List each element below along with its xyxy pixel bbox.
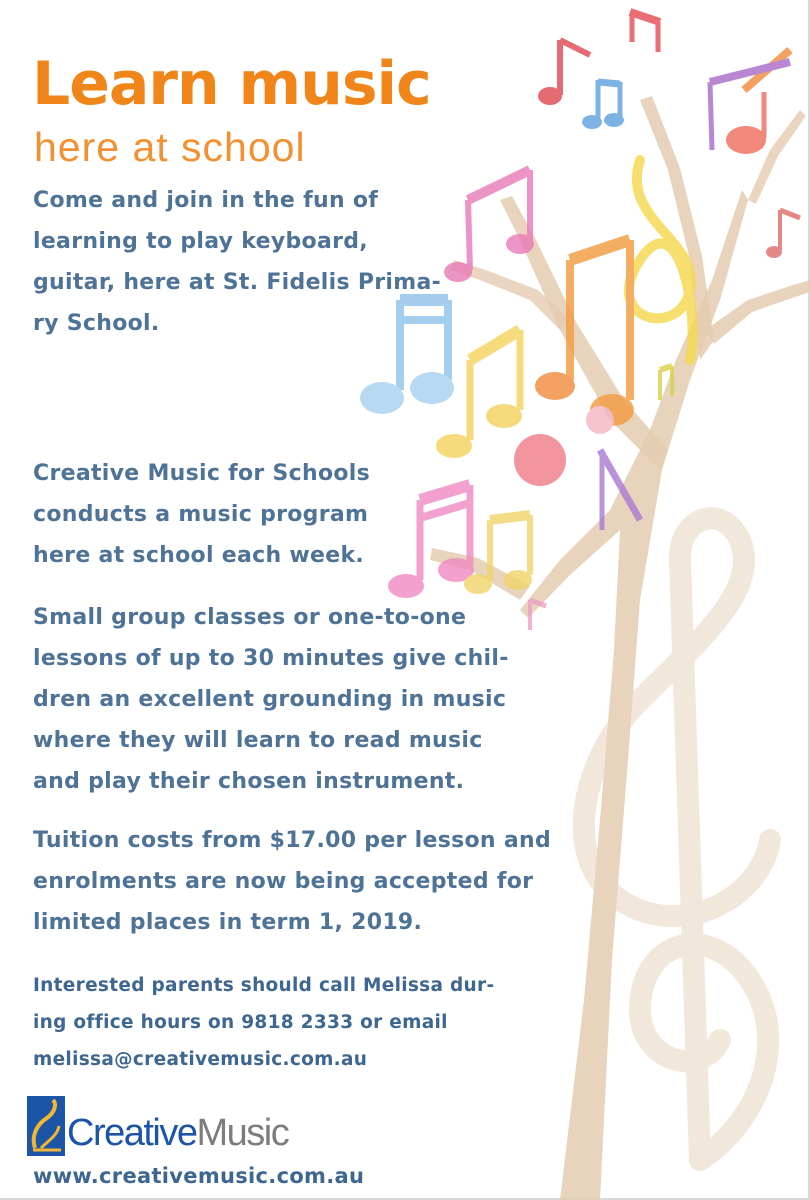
contact-email-link[interactable]: melissa@creativemusic.com.au	[33, 1049, 368, 1070]
text-line: enrolments are now being accepted for	[33, 869, 534, 894]
note-blue-top	[582, 80, 624, 129]
logo-word-music: Music	[196, 1112, 289, 1154]
tree-branch-thin	[748, 110, 806, 204]
note-red-beamed	[630, 12, 660, 52]
text-line: dren an excellent grounding in music	[33, 687, 507, 712]
flyer-title: Learn music	[32, 49, 431, 119]
note-pink-circle	[514, 406, 614, 486]
website-link[interactable]: www.creativemusic.com.au	[33, 1164, 365, 1188]
note-red-top	[538, 40, 590, 105]
text-line: Interested parents should call Melissa dur-	[33, 975, 495, 996]
text-line: here at school each week.	[33, 543, 365, 568]
text-line: Come and join in the fun of	[33, 188, 379, 213]
text-line: limited places in term 1, 2019.	[33, 910, 423, 935]
note-orange-big	[535, 240, 634, 426]
note-small-right	[766, 210, 800, 258]
contact-paragraph	[33, 967, 494, 1078]
text-line: guitar, here at St. Fidelis Prima-	[33, 270, 442, 295]
logo-word-creative: Creative	[67, 1112, 197, 1154]
text-line: ing office hours on 9818 2333 or email	[33, 1012, 448, 1033]
text-line: where they will learn to read music	[33, 728, 483, 753]
creative-music-logo	[27, 1096, 327, 1160]
logo-wordmark	[67, 1110, 288, 1156]
text-line: learning to play keyboard,	[33, 229, 368, 254]
text-line: conducts a music program	[33, 502, 369, 527]
flyer-subtitle: here at school	[34, 124, 306, 170]
program-paragraph	[33, 453, 370, 576]
harp-logo-icon	[27, 1096, 65, 1156]
intro-paragraph	[33, 180, 441, 344]
text-line: Tuition costs from $17.00 per lesson and	[33, 828, 551, 853]
text-line: lessons of up to 30 minutes give chil-	[33, 646, 509, 671]
note-pink-low	[388, 485, 474, 598]
text-line: Small group classes or one-to-one	[33, 605, 467, 630]
text-line: Creative Music for Schools	[33, 461, 371, 486]
tuition-paragraph	[33, 820, 551, 943]
classes-paragraph	[33, 597, 509, 802]
text-line: and play their chosen instrument.	[33, 769, 465, 794]
text-line: ry School.	[33, 311, 160, 336]
